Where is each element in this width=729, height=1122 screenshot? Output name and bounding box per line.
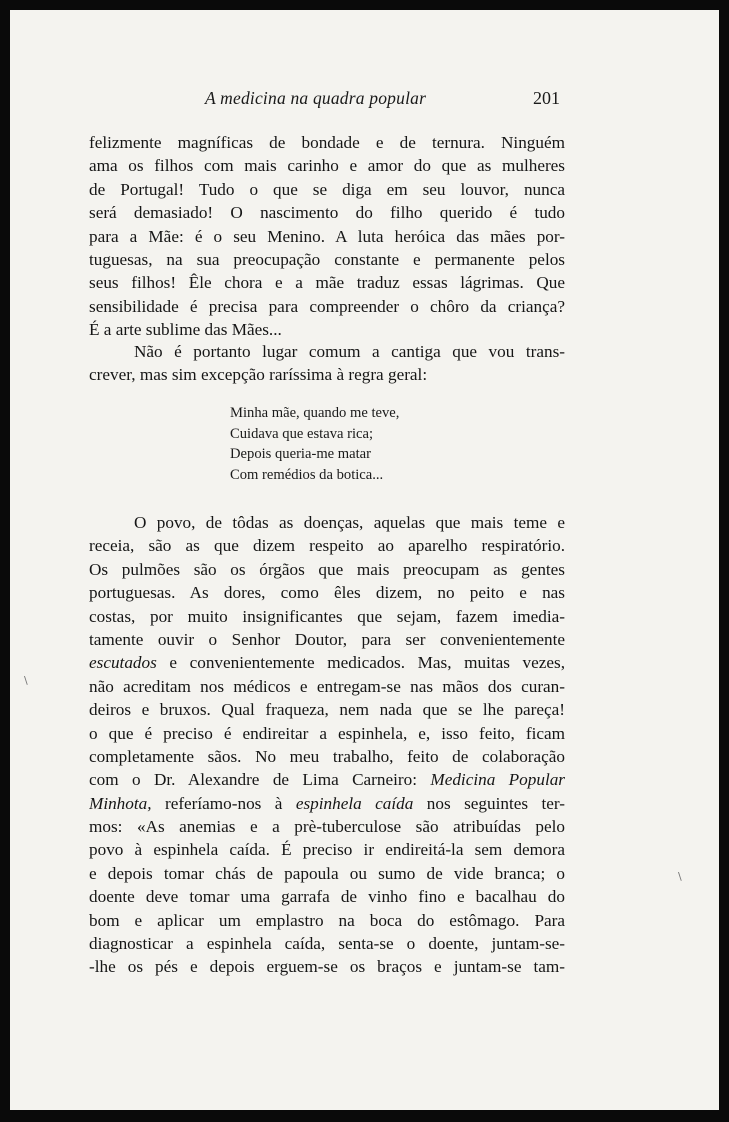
text-line: e depois tomar chás de papoula ou sumo de vide branca; o: [89, 863, 565, 883]
italic-term: escutados: [89, 653, 157, 673]
text-line: [89, 768, 565, 791]
paragraph-cantiga-intro: [89, 340, 565, 387]
text-line: É a arte sublime das Mães...: [89, 320, 282, 340]
text-line: doente deve tomar uma garrafa de vinho fino e bacalhau do: [89, 887, 565, 907]
text-line: povo à espinhela caída. É preciso ir endireitá-la sem demora: [89, 840, 565, 860]
book-title-italic: Minhota,: [89, 793, 152, 813]
text-line: para a Mãe: é o seu Menino. A luta heróica das mães por-: [89, 226, 565, 246]
text-line: Os pulmões são os órgãos que mais preocupam as gentes: [89, 559, 565, 579]
page-number: 201: [533, 88, 560, 108]
text-line: será demasiado! O nascimento do filho querido é tudo: [89, 203, 565, 223]
text-line: sensibilidade é precisa para compreender o chôro da criança?: [89, 296, 565, 316]
text-line: costas, por muito insignificantes que sejam, fazem imedia-: [89, 606, 565, 626]
paragraph-respiratory: [89, 511, 565, 979]
text-line: -lhe os pés e depois erguem-se os braços e juntam-se tam-: [89, 957, 565, 977]
text-line: felizmente magníficas de bondade e de ternura. Ninguém: [89, 133, 565, 152]
text-line: ama os filhos com mais carinho e amor do que as mulheres: [89, 156, 565, 176]
book-title-italic: Medicina Popular: [430, 770, 565, 790]
verse-line: Cuidava que estava rica;: [230, 425, 374, 442]
text-line: mos: «As anemias e a prè-tuberculose são atribuídas pelo: [89, 817, 565, 837]
text-line: receia, são as que dizem respeito ao aparelho respiratório.: [89, 536, 565, 556]
text-line: de Portugal! Tudo o que se diga em seu louvor, nunca: [89, 179, 565, 199]
text-line: crever, mas sim excepção raríssima à regra geral:: [89, 365, 428, 385]
text-line: seus filhos! Êle chora e a mãe traduz essas lágrimas. Que: [89, 273, 565, 293]
text-line: tuguesas, na sua preocupação constante e permanente pelos: [89, 249, 565, 269]
text-line: [89, 792, 565, 815]
text-line: bom e aplicar um emplastro na boca do estômago. Para: [89, 910, 565, 930]
text-line: diagnosticar a espinhela caída, senta-se o doente, juntam-se-: [89, 934, 565, 954]
text-line: completamente sãos. No meu trabalho, feito de colaboração: [89, 746, 565, 766]
text-span: e convenientemente medicados. Mas, muitas vezes,: [156, 653, 565, 673]
scan-speck: \: [24, 674, 28, 687]
text-span: nos seguintes ter-: [413, 793, 565, 813]
text-span: referíamo-nos à: [151, 793, 296, 813]
verse-quatrain: [230, 403, 399, 485]
text-line: tamente ouvir o Senhor Doutor, para ser convenientemente: [89, 629, 565, 649]
scan-speck: \: [678, 870, 682, 883]
verse-line: Depois queria-me matar: [230, 446, 372, 463]
text-line: portuguesas. As dores, como êles dizem, no peito e nas: [89, 583, 565, 603]
running-header: [10, 88, 719, 118]
italic-term: espinhela caída: [295, 793, 414, 813]
verse-line: Com remédios da botica...: [230, 466, 384, 483]
text-line: não acreditam nos médicos e entregam-se nas mãos dos curan-: [89, 676, 565, 696]
text-line: Não é portanto lugar comum a cantiga que vou trans-: [134, 342, 565, 361]
text-line: O povo, de tôdas as doenças, aquelas que mais teme e: [134, 513, 565, 532]
paragraph-mothers: [89, 131, 565, 342]
running-title: A medicina na quadra popular: [205, 88, 427, 108]
book-page: [10, 10, 719, 1110]
text-line: o que é preciso é endireitar a espinhela, e, isso feito, ficam: [89, 723, 565, 743]
text-line: deiros e bruxos. Qual fraqueza, nem nada que se lhe pareça!: [89, 700, 565, 720]
text-line: [89, 651, 565, 674]
verse-line: Minha mãe, quando me teve,: [230, 405, 400, 421]
text-span: com o Dr. Alexandre de Lima Carneiro:: [89, 770, 431, 790]
